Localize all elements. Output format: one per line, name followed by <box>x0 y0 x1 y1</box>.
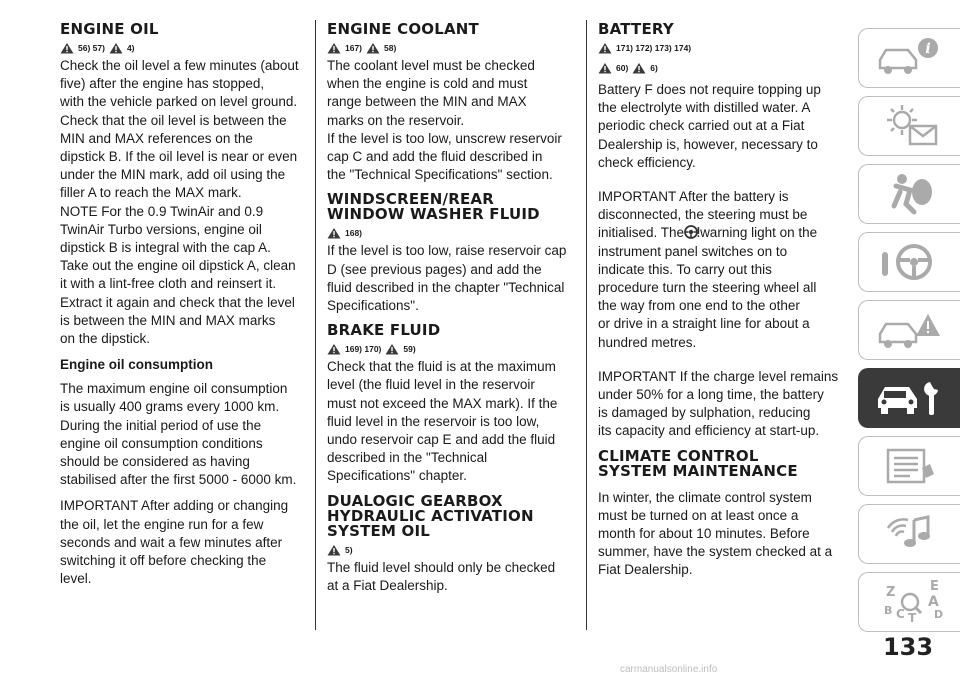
brake-fluid-heading: BRAKE FLUID <box>327 321 441 340</box>
ref-link[interactable]: 169) 170) <box>345 344 382 355</box>
tab-starting-driving[interactable] <box>858 232 960 292</box>
battery-important-1 <box>598 188 848 352</box>
index-letter: E <box>929 579 939 594</box>
engine-oil-text: Check the oil level a few minutes (about five) after the engine has stopped, with the vehicle parked on level ground. Check that the oil level is between the MIN and MAX references on the dipstick B. If the oil level is near or even under the MIN mark, add oil using the filler A to reach the MAX mark. NOTE For the 0.9 TwinAir and 0.9 TwinAir Turbo versions, engine oil dipstick B is integral with the cap A. Take out the engine oil dipstick A, clean it with a lint-free cloth and reinsert it. Extract it again and check that the level is between the MIN and MAX marks on the dipstick. <box>60 58 299 347</box>
tab-car-info[interactable] <box>858 28 960 88</box>
ref-link[interactable]: 58) <box>384 43 397 53</box>
page-number: 133 <box>882 633 934 661</box>
tab-technical-specs[interactable] <box>858 436 960 496</box>
brake-fluid-text: Check that the fluid is at the maximum level (the fluid level in the reservoir must not exceed the MAX mark). If the fluid level in the reservoir is too low, undo reservoir cap E and add the fluid described in the "Technical Specifications" chapter. <box>327 359 558 484</box>
column-divider-2 <box>586 20 587 630</box>
watermark: carmanualsonline.info <box>620 664 718 675</box>
ref-link[interactable]: 167) <box>345 43 363 53</box>
ref-link[interactable]: 5) <box>345 544 353 555</box>
engine-oil-heading: ENGINE OIL <box>60 20 159 38</box>
index-letter: B <box>883 604 892 617</box>
brake-fluid-refs <box>327 340 577 358</box>
engine-oil-important-text: IMPORTANT After adding or changing the oil, let the engine run for a few seconds and wait a few minutes after switching it off before checking the level. <box>60 498 289 587</box>
engine-oil-refs <box>60 39 310 57</box>
battery-refs-2 <box>598 59 848 77</box>
column-fluids <box>327 22 577 595</box>
battery-important-1-post: warning light on the instrument panel switches on to indicate this. To carry out this procedure turn the steering wheel all the way from one end to the other or drive in a straight line for about a hundred metres. <box>598 225 818 350</box>
steering-warning-light-icon <box>684 225 700 239</box>
tab-emergency[interactable] <box>858 300 960 360</box>
warning-icon <box>598 42 612 54</box>
dualogic-refs <box>327 541 577 559</box>
index-letter: D <box>933 608 943 621</box>
ref-link[interactable]: 56) 57) <box>78 43 105 53</box>
index-letter: A <box>927 594 939 610</box>
battery-heading: BATTERY <box>598 20 674 38</box>
washer-fluid-refs <box>327 224 577 242</box>
tab-index[interactable] <box>858 572 960 632</box>
tab-maintenance[interactable] <box>858 368 960 428</box>
index-letter: C <box>895 607 905 621</box>
washer-fluid-text: If the level is too low, raise reservoir cap D (see previous pages) and add the fluid described in the chapter "Technical Specifications". <box>327 243 567 314</box>
battery-important-1-pre: IMPORTANT After the battery is disconnected, the steering must be initialised. The <box>598 189 808 241</box>
warning-icon <box>632 62 646 74</box>
warning-icon <box>327 343 341 355</box>
index-letter: Z <box>885 585 895 600</box>
warning-icon <box>327 544 341 556</box>
engine-coolant-heading: ENGINE COOLANT <box>327 20 479 38</box>
washer-fluid-heading: WINDSCREEN/REAR WINDOW WASHER FLUID <box>327 190 540 224</box>
ref-link[interactable]: 168) <box>345 228 363 239</box>
warning-icon <box>385 343 399 355</box>
warning-icon <box>60 42 74 54</box>
ref-link[interactable]: 4) <box>126 43 135 53</box>
engine-coolant-text: The coolant level must be checked when the engine is cold and must range between the MIN and MAX marks on the reservoir. If the level is too low, unscrew reservoir cap C and add the fluid described in the "Technical Specifications" section. <box>327 58 562 183</box>
index-letter: T <box>907 611 916 625</box>
warning-icon <box>327 227 341 239</box>
warning-icon <box>598 62 612 74</box>
engine-oil-consumption-text: The maximum engine oil consumption is usually 400 grams every 1000 km. During the initial period of use the engine oil consumption conditions should be considered as having stabilised after the first 5000 - 6000 km. <box>60 381 297 488</box>
climate-control-heading: CLIMATE CONTROL SYSTEM MAINTENANCE <box>598 446 798 480</box>
battery-refs-1 <box>598 39 848 57</box>
battery-important-2: IMPORTANT If the charge level remains under 50% for a long time, the battery is damaged by sulphation, reducing its capacity and efficiency at start-up. <box>598 368 839 439</box>
multimedia-note-icon <box>872 510 948 558</box>
dualogic-heading: DUALOGIC GEARBOX HYDRAULIC ACTIVATION SYSTEM OIL <box>327 491 534 540</box>
car-warning-icon <box>872 306 948 354</box>
tab-safety[interactable] <box>858 164 960 224</box>
car-wrench-icon <box>872 374 948 422</box>
svg-text:i: i <box>924 41 931 57</box>
sun-envelope-icon <box>872 102 948 150</box>
engine-oil-consumption-subheading: Engine oil consumption <box>60 357 213 373</box>
ref-link[interactable]: 59) <box>403 344 416 355</box>
ref-link[interactable]: 171) 172) 173) 174) <box>616 43 692 53</box>
airbag-person-icon <box>872 170 948 218</box>
warning-icon <box>327 42 341 54</box>
specs-list-icon <box>872 442 948 490</box>
dualogic-text: The fluid level should only be checked at a Fiat Dealership. <box>327 559 556 593</box>
warning-icon <box>109 42 123 54</box>
tab-multimedia[interactable] <box>858 504 960 564</box>
engine-coolant-refs <box>327 39 577 57</box>
chapter-tabs <box>858 28 960 640</box>
steering-wheel-icon <box>872 238 948 286</box>
column-battery <box>598 22 848 580</box>
ref-link[interactable]: 6) <box>650 63 658 73</box>
tab-dashboard-lights[interactable] <box>858 96 960 156</box>
climate-control-text: In winter, the climate control system must be turned on at least once a month for about 10 minutes. Before summer, have the system checked at a Fiat Dealership. <box>598 489 833 578</box>
battery-text: Battery F does not require topping up the electrolyte with distilled water. A periodic check carried out at a Fiat Dealership is, however, necessary to check efficiency. <box>598 82 821 170</box>
column-divider-1 <box>315 20 316 630</box>
car-info-icon <box>872 34 948 82</box>
ref-link[interactable]: 60) <box>616 63 629 73</box>
warning-icon <box>366 42 380 54</box>
index-letters-icon <box>872 578 948 626</box>
column-engine-oil <box>60 22 310 588</box>
